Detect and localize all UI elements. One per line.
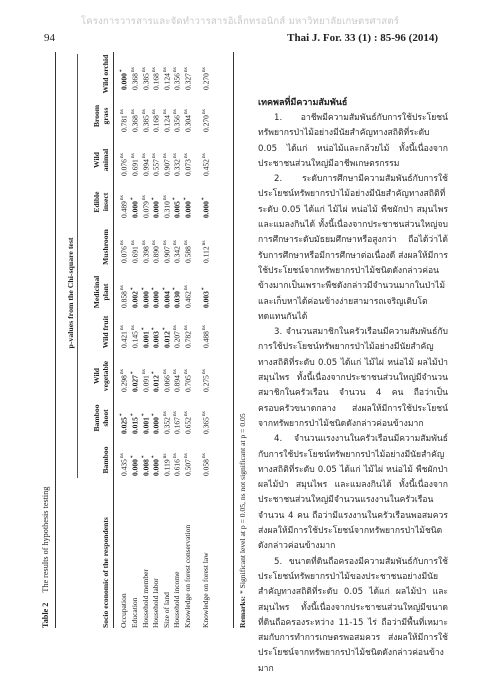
table-group-header: p-values from the Chi-square test (66, 237, 75, 349)
p-value: 0.012 (151, 375, 161, 392)
p-value: 0.356 (172, 115, 182, 132)
p-value-cell (183, 240, 193, 263)
significance-mark: ns (183, 153, 189, 159)
p-value-cell (119, 325, 129, 348)
p-value-cell (151, 327, 161, 348)
p-value: 0.000 (119, 73, 129, 90)
row-label: Household member (140, 569, 150, 628)
significance-mark: * (140, 287, 147, 291)
p-value: 0.076 (119, 159, 129, 176)
p-value: 0.124 (162, 73, 172, 90)
p-value-cell (130, 109, 140, 132)
significance-mark: ns (161, 411, 168, 417)
p-value: 0.270 (201, 115, 211, 132)
p-value-cell (130, 371, 140, 392)
p-value: 0.000 (151, 417, 161, 434)
p-value: 0.907 (162, 246, 172, 263)
significance-mark: * (151, 287, 158, 291)
table-label: Table 2 (41, 602, 50, 628)
column-header: Edible insect (92, 191, 110, 213)
significance-mark: * (172, 197, 179, 201)
significance-mark: ns (151, 109, 158, 115)
significance-mark: ns (201, 369, 207, 375)
significance-mark: ns (151, 153, 158, 159)
row-label: Size of land (161, 592, 171, 628)
p-value-cell (172, 109, 182, 132)
p-value-cell (183, 109, 193, 132)
significance-mark: * (140, 327, 147, 331)
significance-mark: ns (183, 369, 189, 375)
significance-mark: ns (172, 453, 179, 459)
p-value-cell (183, 197, 193, 218)
p-value-cell (141, 327, 151, 348)
p-value: 0.705 (183, 375, 193, 392)
significance-mark: ns (119, 285, 125, 291)
p-value-cell (201, 153, 211, 176)
body-paragraph: 3. จำนวนสมาชิกในครัวเรือนมีความสัมพันธ์กับการใช้ประโยชน์ทรัพยากรป่าไม้อย่างมีนัยสำคัญทางสถิติที่ระดับ 0.05 ได้แก่ ไม้ไผ่ หน่อไม้ ผลไม้ป่า สมุนไพร ทั้งนี้เนื่องจากประชาชนส่วนใหญ่มีจำนวนสมาชิกในครัวเรือน จำนวน 4 คน ถือว่าเป็นครอบครัวขนาดกลาง ส่งผลให้มีการใช้ประโยชน์จากทรัพยากรป่าไม้ชนิดดังกล่าวค่อนข้างมาก (258, 327, 448, 429)
p-value: 0.000 (130, 201, 140, 218)
p-value: 0.168 (151, 73, 161, 90)
p-value-cell (141, 109, 151, 132)
p-value: 0.858 (119, 291, 129, 308)
p-value-cell (183, 411, 193, 434)
p-value-cell (201, 67, 211, 90)
table-row (172, 52, 183, 628)
p-value-cell (172, 411, 182, 434)
p-value-cell (130, 325, 140, 348)
p-value: 0.890 (151, 246, 161, 263)
p-value-cell (162, 287, 172, 308)
significance-mark: * (201, 197, 207, 201)
significance-mark: * (151, 371, 158, 375)
table-row (151, 52, 162, 628)
body-text-column (258, 96, 448, 677)
significance-mark: ns (172, 325, 179, 331)
table-row (183, 52, 194, 628)
significance-mark: ns (161, 453, 168, 459)
p-value: 0.030 (172, 291, 182, 308)
p-value: 0.003 (201, 291, 211, 308)
p-value: 0.003 (151, 331, 161, 348)
p-value-cell (119, 285, 129, 308)
p-value-cell (172, 325, 182, 348)
p-value: 0.270 (201, 73, 211, 90)
p-value: 0.489 (119, 201, 129, 218)
significance-mark: ns (130, 153, 136, 159)
column-header: Wild animal (92, 148, 110, 172)
significance-mark: * (119, 69, 125, 73)
hypothesis-table (41, 52, 253, 628)
p-value: 0.000 (151, 459, 161, 476)
p-value-cell (162, 153, 172, 176)
p-value: 0.298 (119, 375, 129, 392)
significance-mark: * (161, 287, 168, 291)
significance-mark: * (130, 197, 136, 201)
significance-mark: ns (172, 411, 179, 417)
row-label: Household labor (151, 578, 161, 628)
header-bottom-rule (113, 52, 114, 628)
p-value-cell (151, 413, 161, 434)
p-value: 0.368 (130, 115, 140, 132)
p-value-cell (151, 287, 161, 308)
row-label: Household income (172, 571, 182, 628)
significance-mark: * (130, 371, 136, 375)
p-value-cell (141, 240, 151, 263)
significance-mark: ns (161, 153, 168, 159)
p-value: 0.015 (130, 417, 140, 434)
significance-mark: * (140, 413, 147, 417)
p-value: 0.398 (141, 246, 151, 263)
significance-mark: ns (140, 369, 147, 375)
column-header: Wild vegetable (92, 360, 110, 392)
p-value-cell (141, 455, 151, 476)
p-value-cell (183, 325, 193, 348)
p-value-cell (162, 327, 172, 348)
page-number: 94 (44, 32, 55, 44)
p-value: 0.112 (201, 246, 211, 263)
p-value-cell (201, 411, 211, 434)
significance-mark: * (151, 327, 158, 331)
significance-mark: ns (201, 453, 207, 459)
column-header: Wild orchid (100, 54, 110, 94)
significance-mark: ns (119, 109, 125, 115)
p-value: 0.001 (141, 331, 151, 348)
p-value: 0.557 (151, 159, 161, 176)
significance-mark: ns (140, 109, 147, 115)
p-value-cell (119, 453, 129, 476)
significance-mark: ns (201, 67, 207, 73)
table-top-rule (55, 52, 56, 628)
p-value-cell (130, 287, 140, 308)
p-value-cell (151, 197, 161, 218)
p-value: 0.073 (183, 159, 193, 176)
p-value: 0.079 (141, 201, 151, 218)
p-value-cell (130, 67, 140, 90)
remarks-text: * Significant level at p = 0.05, ns not significant at p = 0.05 (238, 413, 247, 595)
p-value-cell (151, 371, 161, 392)
p-value: 0.588 (183, 246, 193, 263)
significance-mark: ns (201, 411, 207, 417)
p-value-cell (141, 153, 151, 176)
body-paragraph: 2. ระดับการศึกษามีความสัมพันธ์กับการใช้ประโยชน์ทรัพยากรป่าไม้อย่างมีนัยสำคัญทางสถิติที่ระดับ 0.05 ได้แก่ ไม้ไผ่ หน่อไม้ พืชผักป่า สมุนไพร และแมลงกินได้ ทั้งนี้เนื่องจากประชาชนส่วนใหญ่จบการศึกษาระดับมัธยมศึกษาหรือสูงกว่า ถือได้ว่าได้รับการศึกษาหรือมีการศึกษาต่อเนื่องดี ส่งผลให้มีการใช้ประโยชน์จากทรัพยากรป่าไม้ชนิดดังกล่าวค่อนข้างมากเป็นเพราะพืชดังกล่าวมีจำนวนมากในป่าไม้ และเก็บหาได้ค่อนข้างง่ายสามารถเจริญเติบโตทดแทนกันได้ (258, 174, 448, 322)
significance-mark: ns (119, 325, 125, 331)
p-value: 0.616 (172, 459, 182, 476)
significance-mark: ns (140, 195, 147, 201)
table-caption (41, 487, 51, 628)
row-header: Socio economic of the respondents (100, 517, 110, 628)
p-value: 0.119 (162, 459, 172, 476)
p-value: 0.275 (201, 375, 211, 392)
p-value-cell (130, 413, 140, 434)
table-bottom-rule (233, 52, 234, 628)
p-value-cell (119, 413, 129, 434)
significance-mark: * (201, 287, 207, 291)
p-value: 0.145 (130, 331, 140, 348)
column-header: Wild fruit (100, 315, 110, 349)
p-value: 0.000 (151, 201, 161, 218)
p-value: 0.342 (172, 246, 182, 263)
significance-mark: ns (119, 453, 125, 459)
significance-mark: ns (172, 240, 179, 246)
column-header: Broom grass (92, 104, 110, 128)
p-value: 0.058 (201, 459, 211, 476)
p-value-cell (141, 195, 151, 218)
table-row (130, 52, 141, 628)
significance-mark: ns (161, 369, 168, 375)
significance-mark: * (130, 287, 136, 291)
p-value: 0.008 (141, 459, 151, 476)
p-value-cell (119, 369, 129, 392)
significance-mark: ns (183, 67, 189, 73)
p-value: 0.488 (201, 331, 211, 348)
p-value-cell (130, 197, 140, 218)
p-value-cell (183, 153, 193, 176)
significance-mark: ns (140, 67, 147, 73)
p-value: 0.691 (130, 159, 140, 176)
p-value-cell (141, 413, 151, 434)
p-value-cell (183, 453, 193, 476)
p-value-cell (162, 411, 172, 434)
p-value: 0.000 (183, 201, 193, 218)
p-value: 0.894 (172, 375, 182, 392)
p-value: 0.066 (162, 375, 172, 392)
p-value-cell (172, 153, 182, 176)
p-value-cell (162, 195, 172, 218)
p-value-cell (172, 240, 182, 263)
significance-mark: * (130, 455, 136, 459)
p-value: 0.168 (151, 115, 161, 132)
p-value: 0.435 (119, 459, 129, 476)
p-value: 0.304 (183, 115, 193, 132)
column-header: Medicinal plant (92, 275, 110, 309)
p-value-cell (162, 109, 172, 132)
group-header-rule (77, 54, 78, 478)
significance-mark: ns (201, 240, 207, 246)
p-value: 0.994 (141, 159, 151, 176)
row-label: Knowledge on forest conservation (183, 524, 192, 628)
table-caption-text: The results of hypothesis testing (41, 486, 50, 593)
significance-mark: ns (201, 153, 207, 159)
p-value: 0.356 (172, 73, 182, 90)
p-value: 0.000 (201, 201, 211, 218)
significance-mark: ns (183, 109, 189, 115)
p-value: 0.001 (141, 417, 151, 434)
significance-mark: ns (130, 109, 136, 115)
row-label: Knowledge on forest law (201, 552, 210, 628)
significance-mark: ns (201, 325, 207, 331)
significance-mark: ns (183, 285, 189, 291)
p-value: 0.124 (162, 115, 172, 132)
column-header: Mushroom (100, 229, 110, 265)
significance-mark: * (151, 197, 158, 201)
p-value: 0.027 (130, 375, 140, 392)
p-value-cell (201, 287, 211, 308)
p-value: 0.782 (183, 331, 193, 348)
p-value-cell (201, 197, 211, 218)
p-value-cell (183, 285, 193, 308)
table-row (119, 52, 130, 628)
significance-mark: ns (151, 240, 158, 246)
table-remarks (238, 413, 247, 628)
p-value: 0.005 (172, 201, 182, 218)
p-value: 0.385 (141, 115, 151, 132)
p-value: 0.507 (183, 459, 193, 476)
p-value-cell (201, 325, 211, 348)
header-watermark: โครงการวารสารและจัดทำวารสารอิเล็กทรอนิกส์ มหาวิทยาลัยเกษตรศาสตร์ (80, 16, 400, 27)
p-value: 0.076 (119, 246, 129, 263)
remarks-label: Remarks: (238, 595, 247, 628)
p-value-cell (162, 240, 172, 263)
p-value-cell (172, 369, 182, 392)
column-header: Bamboo shoot (92, 404, 110, 432)
significance-mark: ns (172, 67, 179, 73)
body-paragraph: 1. อาชีพมีความสัมพันธ์กับการใช้ประโยชน์ทรัพยากรป่าไม้อย่างมีนัยสำคัญทางสถิติที่ระดับ 0.05 ได้แก่ หน่อไม้และกล้วยไม้ ทั้งนี้เนื่องจากประชาชนส่วนใหญ่มีอาชีพเกษตรกรรม (258, 113, 448, 169)
significance-mark: * (151, 455, 158, 459)
significance-mark: * (119, 413, 125, 417)
p-value: 0.000 (141, 291, 151, 308)
p-value-cell (162, 67, 172, 90)
significance-mark: ns (183, 453, 189, 459)
p-value-cell (130, 153, 140, 176)
row-label: Occupation (119, 593, 128, 628)
row-label: Education (130, 597, 139, 628)
p-value: 0.452 (201, 159, 211, 176)
p-value-cell (183, 369, 193, 392)
p-value-cell (172, 197, 182, 218)
significance-mark: ns (130, 240, 136, 246)
p-value: 0.327 (183, 73, 193, 90)
significance-mark: * (140, 455, 147, 459)
significance-mark: ns (161, 240, 168, 246)
p-value-cell (141, 287, 151, 308)
p-value: 0.462 (183, 291, 193, 308)
p-value-cell (201, 109, 211, 132)
table-row (162, 52, 173, 628)
significance-mark: ns (172, 153, 179, 159)
p-value: 0.907 (162, 159, 172, 176)
significance-mark: * (172, 287, 179, 291)
p-value: 0.000 (130, 459, 140, 476)
significance-mark: ns (161, 109, 168, 115)
p-value-cell (141, 67, 151, 90)
p-value-cell (172, 67, 182, 90)
p-value: 0.310 (162, 201, 172, 218)
p-value-cell (162, 454, 172, 477)
p-value: 0.207 (172, 331, 182, 348)
table-row (201, 52, 212, 628)
p-value: 0.691 (130, 246, 140, 263)
p-value: 0.004 (162, 291, 172, 308)
significance-mark: ns (183, 411, 189, 417)
p-value-cell (162, 369, 172, 392)
significance-mark: ns (161, 195, 168, 201)
significance-mark: ns (119, 195, 125, 201)
p-value: 0.652 (183, 417, 193, 434)
column-header: Bamboo (100, 446, 110, 474)
significance-mark: ns (140, 240, 147, 246)
significance-mark: * (151, 413, 158, 417)
p-value: 0.012 (162, 331, 172, 348)
p-value-cell (119, 195, 129, 218)
p-value: 0.352 (162, 417, 172, 434)
p-value-cell (119, 69, 129, 90)
significance-mark: ns (119, 240, 125, 246)
significance-mark: ns (130, 325, 136, 331)
rotated-table-region (41, 52, 253, 628)
p-value-cell (151, 240, 161, 263)
p-value: 0.368 (130, 73, 140, 90)
significance-mark: ns (183, 240, 189, 246)
p-value-cell (201, 241, 211, 264)
p-value: 0.332 (172, 159, 182, 176)
p-value-cell (151, 109, 161, 132)
p-value-cell (119, 240, 129, 263)
significance-mark: * (130, 413, 136, 417)
significance-mark: ns (151, 67, 158, 73)
p-value-cell (151, 455, 161, 476)
p-value: 0.167 (172, 417, 182, 434)
significance-mark: * (183, 197, 189, 201)
significance-mark: ns (119, 153, 125, 159)
p-value: 0.091 (141, 375, 151, 392)
significance-mark: ns (183, 325, 189, 331)
p-value-cell (119, 153, 129, 176)
significance-mark: ns (140, 153, 147, 159)
p-value: 0.781 (119, 115, 129, 132)
body-paragraph: 4. จำนวนแรงงานในครัวเรือนมีความสัมพันธ์กับการใช้ประโยชน์ทรัพยากรป่าไม้อย่างมีนัยสำคัญทางสถิติที่ระดับ 0.05 ได้แก่ ไม้ไผ่ หน่อไม้ พืชผักป่า ผลไม้ป่า สมุนไพร และแมลงกินได้ ทั้งนี้เนื่องจากประชาชนส่วนใหญ่มีจำนวนแรงงานในครัวเรือน จำนวน 4 คน ถือว่ามีแรงงานในครัวเรือนพอสมควร ส่งผลให้มีการใช้ประโยชน์จากทรัพยากรป่าไม้ชนิดดังกล่าวค่อนข้างมาก (258, 434, 448, 552)
body-paragraph: 5. ขนาดที่ดินถือครองมีความสัมพันธ์กับการใช้ประโยชน์ทรัพยากรป่าไม้ของประชาชนอย่างมีนัยสำคัญทางสถิติที่ระดับ 0.05 ได้แก่ ผลไม้ป่า และสมุนไพร ทั้งนี้เนื่องจากประชาชนส่วนใหญ่มีขนาดที่ดินถือครองระหว่าง 11-15 ไร่ ถือว่ามีพื้นที่เหมาะสมกับการทำการเกษตรพอสมควร ส่งผลให้มีการใช้ประโยชน์จากทรัพยากรป่าไม้ชนิดดังกล่าวค่อนข้างมาก (258, 556, 448, 674)
significance-mark: ns (161, 67, 168, 73)
p-value: 0.025 (119, 417, 129, 434)
p-value-cell (141, 369, 151, 392)
significance-mark: ns (130, 67, 136, 73)
significance-mark: ns (172, 109, 179, 115)
p-value: 0.000 (151, 291, 161, 308)
p-value: 0.365 (201, 417, 211, 434)
p-value-cell (172, 287, 182, 308)
p-value-cell (201, 453, 211, 476)
p-value-cell (119, 109, 129, 132)
significance-mark: ns (172, 369, 179, 375)
p-value: 0.385 (141, 73, 151, 90)
p-value: 0.421 (119, 331, 129, 348)
significance-mark: * (161, 327, 168, 331)
table-row (141, 52, 152, 628)
p-value-cell (151, 153, 161, 176)
p-value-cell (172, 453, 182, 476)
section-heading: เทคพลที่มีความสัมพันธ์ (258, 98, 348, 108)
significance-mark: ns (201, 109, 207, 115)
p-value-cell (130, 240, 140, 263)
p-value-cell (130, 455, 140, 476)
p-value: 0.002 (130, 291, 140, 308)
significance-mark: ns (119, 369, 125, 375)
journal-citation: Thai J. For. 33 (1) : 85-96 (2014) (287, 32, 438, 44)
p-value-cell (151, 67, 161, 90)
p-value-cell (201, 369, 211, 392)
p-value-cell (183, 67, 193, 90)
